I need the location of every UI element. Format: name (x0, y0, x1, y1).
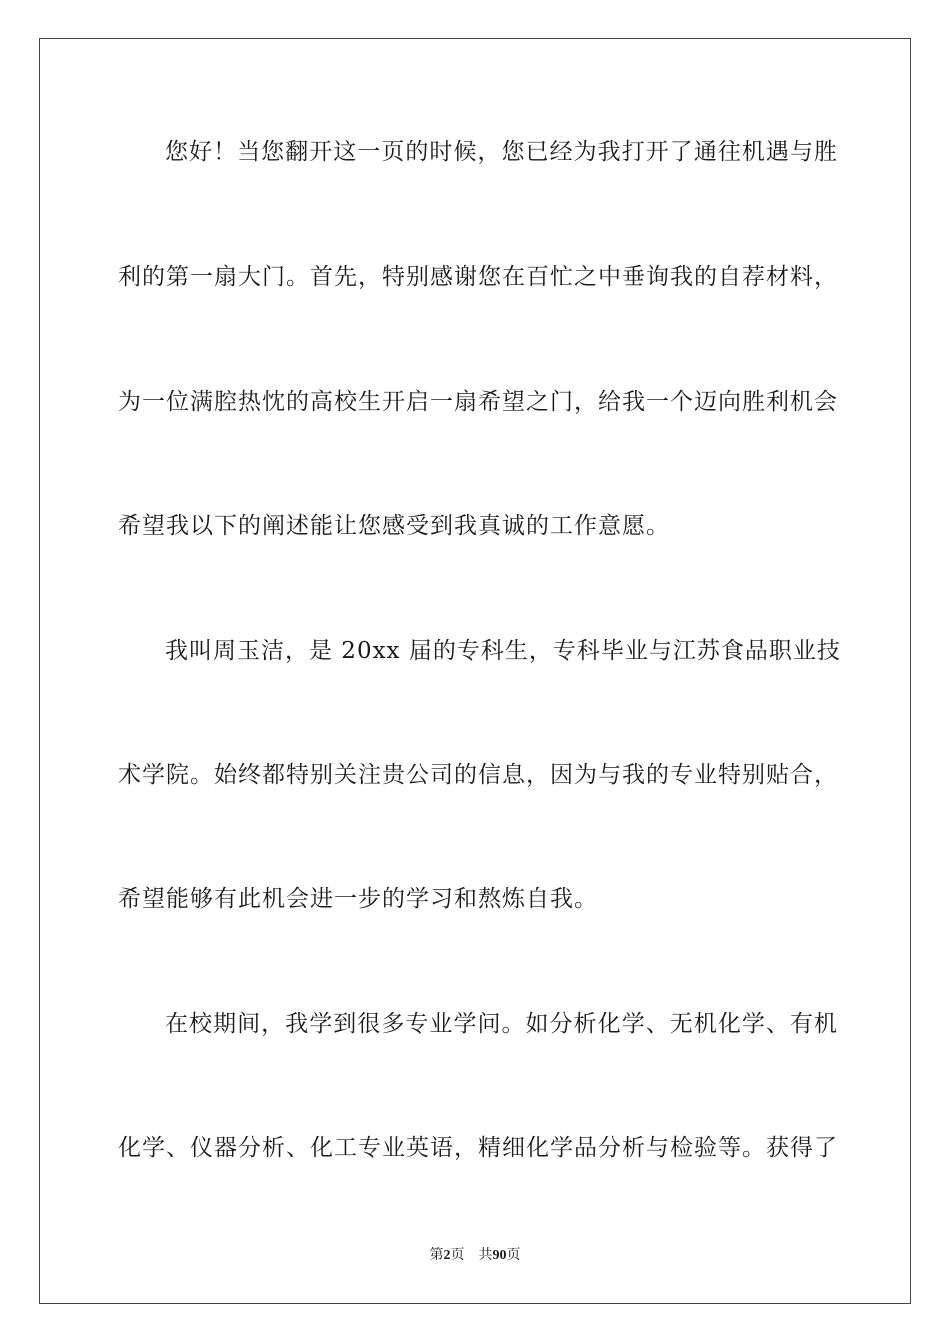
paragraph-2-line-1: 我叫周玉洁，是 20xx 届的专科生，专科毕业与江苏食品职业技 (165, 638, 841, 664)
paragraph-3-line-2: 化学、仪器分析、化工专业英语，精细化学品分析与检验等。获得了 (118, 1135, 838, 1161)
page-footer (0, 1245, 950, 1266)
paragraph-1-line-4: 希望我以下的阐述能让您感受到我真诚的工作意愿。 (118, 513, 670, 539)
page-suffix: 页 (450, 1247, 465, 1263)
page-prefix: 第 (429, 1247, 444, 1263)
page-border (39, 38, 911, 1304)
total-pages: 90 (492, 1248, 507, 1263)
paragraph-1-line-2: 利的第一扇大门。首先，特别感谢您在百忙之中垂询我的自荐材料， (118, 264, 838, 290)
total-prefix: 共 (478, 1247, 493, 1263)
total-suffix: 页 (506, 1247, 521, 1263)
paragraph-2-line-3: 希望能够有此机会进一步的学习和熬炼自我。 (118, 886, 598, 912)
paragraph-1-line-3: 为一位满腔热忱的高校生开启一扇希望之门，给我一个迈向胜利机会 (118, 389, 838, 415)
paragraph-3-line-1: 在校期间，我学到很多专业学问。如分析化学、无机化学、有机 (165, 1011, 838, 1037)
paragraph-2-line-2: 术学院。始终都特别关注贵公司的信息，因为与我的专业特别贴合， (118, 762, 838, 788)
page-current: 2 (443, 1248, 451, 1263)
paragraph-1-line-1: 您好！当您翻开这一页的时候，您已经为我打开了通往机遇与胜 (165, 139, 838, 165)
